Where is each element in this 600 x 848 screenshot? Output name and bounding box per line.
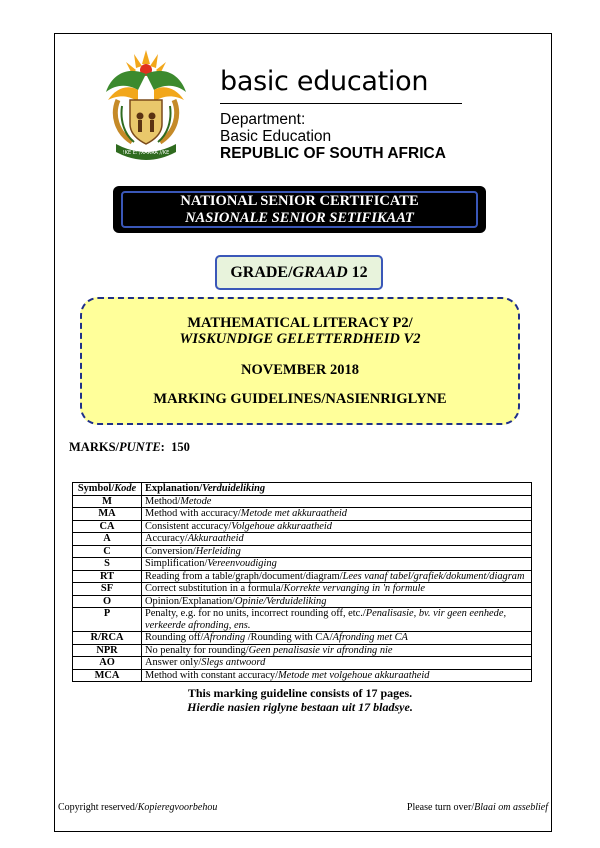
symbol-explanation: Penalty, e.g. for no units, incorrect rounding off, etc./Penalisasie, bv. vir geen eenhede, verkeerde afronding, ens.: [142, 608, 532, 632]
subject-afrikaans: WISKUNDIGE GELETTERDHEID V2: [179, 331, 421, 347]
table-row: [73, 644, 532, 657]
symbol-code: MA: [73, 508, 142, 521]
table-row: [73, 595, 532, 608]
table-row: [73, 495, 532, 508]
symbol-explanation: Consistent accuracy/Volgehoue akkuraatheid: [142, 520, 532, 533]
symbol-explanation: Method/Metode: [142, 495, 532, 508]
symbol-explanation: No penalty for rounding/Geen penalisasie vir afronding nie: [142, 644, 532, 657]
symbol-explanation: Rounding off/Afronding /Rounding with CA/Afronding met CA: [142, 632, 532, 645]
table-row: [73, 583, 532, 596]
marks-label-afrikaans: PUNTE: [119, 440, 161, 454]
table-row: [73, 545, 532, 558]
subject-english: MATHEMATICAL LITERACY P2/: [187, 315, 413, 331]
symbol-explanation: Correct substitution in a formula/Korrekte vervanging in 'n formule: [142, 583, 532, 596]
department-name: Basic Education: [220, 128, 332, 145]
table-row: [73, 669, 532, 682]
symbol-code: AO: [73, 657, 142, 670]
grade-prefix: GRADE/: [230, 264, 293, 281]
brand-title: basic education: [220, 66, 429, 97]
table-row: [73, 508, 532, 521]
motto-text: !KE E: /XARRA //KE: [122, 150, 170, 156]
symbol-code: M: [73, 495, 142, 508]
symbol-explanation: Accuracy/Akkuraatheid: [142, 533, 532, 546]
certificate-title-afrikaans: NASIONALE SENIOR SETIFIKAAT: [185, 210, 414, 226]
symbol-code: S: [73, 558, 142, 571]
subject-box: [80, 297, 520, 425]
department-label: Department:: [220, 111, 306, 128]
marks-value: 150: [171, 440, 190, 454]
marks-label: MARKS/: [69, 440, 119, 454]
grade-box: [215, 255, 383, 290]
symbol-code: C: [73, 545, 142, 558]
symbol-code: P: [73, 608, 142, 632]
grade-number: 12: [351, 264, 368, 281]
header-explanation: Explanation/Verduideliking: [142, 483, 532, 496]
symbol-code: CA: [73, 520, 142, 533]
symbol-code: RT: [73, 570, 142, 583]
symbol-explanation: Opinion/Explanation/Opinie/Verduideliking: [142, 595, 532, 608]
table-header-row: [73, 483, 532, 496]
symbol-code: SF: [73, 583, 142, 596]
symbol-code: NPR: [73, 644, 142, 657]
marks-colon: :: [160, 440, 165, 454]
brand-underline: [220, 103, 462, 104]
certificate-title-english: NATIONAL SENIOR CERTIFICATE: [180, 193, 419, 209]
page-count-afrikaans: Hierdie nasien riglyne bestaan uit 17 bladsye.: [187, 700, 413, 714]
symbol-explanation: Method with constant accuracy/Metode met volgehoue akkuraatheid: [142, 669, 532, 682]
symbol-explanation: Simplification/Vereenvoudiging: [142, 558, 532, 571]
table-row: [73, 632, 532, 645]
header-symbol: Symbol/Kode: [73, 483, 142, 496]
table-row: [73, 570, 532, 583]
marking-guidelines-title: MARKING GUIDELINES/NASIENRIGLYNE: [153, 391, 447, 407]
total-marks: [69, 440, 190, 455]
coat-of-arms-logo: [98, 44, 194, 164]
footer-turn-over: Please turn over/Blaai om asseblief: [406, 802, 548, 813]
footer-copyright: Copyright reserved/Kopieregvoorbehou: [58, 802, 218, 813]
page-count-english: This marking guideline consists of 17 pages.: [187, 686, 413, 700]
exam-date: NOVEMBER 2018: [240, 362, 360, 378]
table-row: [73, 608, 532, 632]
symbol-code: R/RCA: [73, 632, 142, 645]
symbol-explanation: Conversion/Herleiding: [142, 545, 532, 558]
symbol-explanation: Reading from a table/graph/document/diagram/Lees vanaf tabel/grafiek/dokument/diagram: [142, 570, 532, 583]
grade-afrikaans: GRAAD: [292, 264, 348, 281]
symbol-table: [72, 482, 532, 682]
table-row: [73, 533, 532, 546]
table-row: [73, 520, 532, 533]
symbol-explanation: Method with accuracy/Metode met akkuraatheid: [142, 508, 532, 521]
table-row: [73, 558, 532, 571]
symbol-code: MCA: [73, 669, 142, 682]
table-row: [73, 657, 532, 670]
certificate-banner: [113, 186, 486, 233]
country-name: REPUBLIC OF SOUTH AFRICA: [220, 145, 446, 162]
symbol-code: O: [73, 595, 142, 608]
symbol-code: A: [73, 533, 142, 546]
symbol-explanation: Answer only/Slegs antwoord: [142, 657, 532, 670]
